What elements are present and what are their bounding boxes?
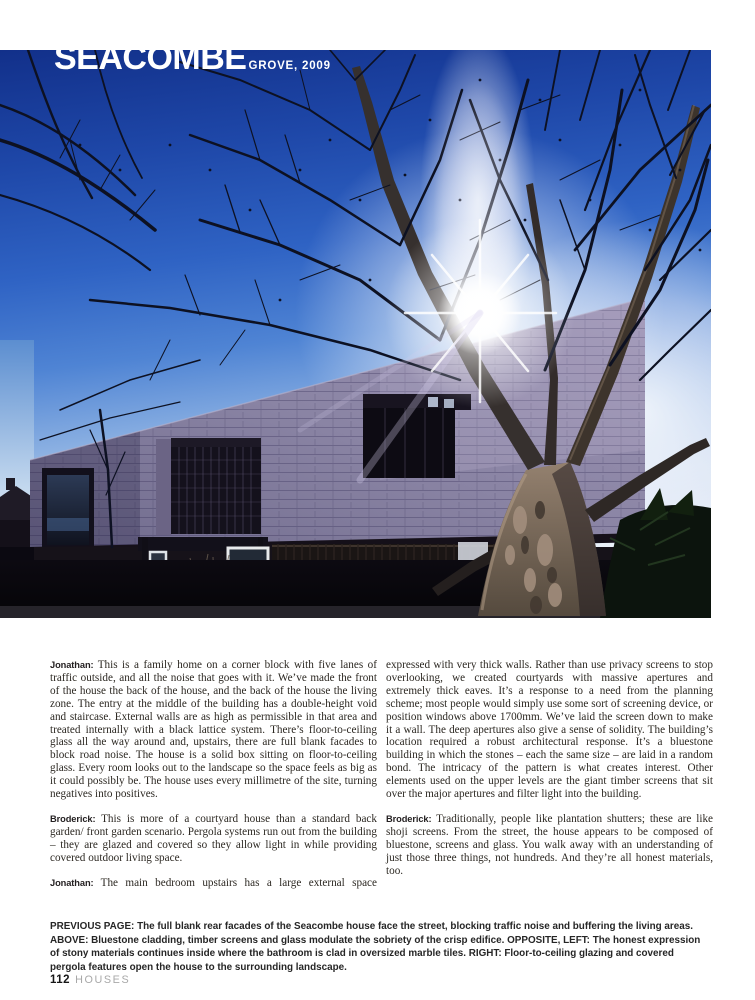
left-window (42, 468, 94, 550)
house-photo-illustration (0, 50, 711, 618)
article-masthead (54, 39, 331, 77)
speaker-label: Broderick: (50, 813, 102, 824)
house-photograph (0, 50, 711, 618)
magazine-name: HOUSES (75, 974, 131, 986)
page-subtitle: GROVE, 2009 (248, 60, 331, 72)
speaker-label: Jonathan: (50, 877, 101, 888)
page-title: SEACOMBE (54, 39, 247, 77)
article-paragraph: Jonathan: The main bedroom upstairs has a large external space (50, 876, 377, 889)
caption-label: RIGHT: (465, 948, 505, 960)
article-paragraph: Broderick: This is more of a courtyard house than a standard back garden/ front garden scenario. Pergola systems run out from the building – they are glazed and covered so they allow light in while providing covered outdoor living space. (50, 812, 377, 864)
caption-label: PREVIOUS PAGE: (50, 921, 138, 932)
sky-left-wedge (0, 340, 34, 510)
speaker-label: Broderick: (386, 813, 437, 824)
page-folio (50, 974, 130, 986)
article-paragraph: expressed with very thick walls. Rather than use privacy screens to stop overlooking, we created courtyards with massive apertures and extremely thick eaves. It’s a response to a need from the planning scheme; most people would simply use some sort of screening device, or position windows above 1700mm. We’ve laid the screen down to make it a wall. The deep apertures also give a sense of solidity. The building’s location required a robust architectural response. It’s a bluestone building in which the stones – each the same size – are laid in a random bond. The intricacy of the pattern is what creates interest. Other elements used on the upper levels are the giant timber screens that sit over the major apertures and filter light into the building. (386, 659, 713, 801)
article-column-left (50, 659, 377, 902)
timber-screen-panel (156, 438, 261, 535)
article-columns (50, 659, 713, 902)
page-number: 112 (50, 974, 71, 986)
caption-label: ABOVE: (50, 934, 92, 946)
article-paragraph: Jonathan: This is a family home on a corner block with five lanes of traffic outside, and all the noise that goes with it. We’ve made the front of the house the back of the house, and the back of the house the living zone. The entry at the middle of the building has a double-height void and staircase. External walls are as high as permissible in that area and treated internally with a black lattice system. There’s floor-to-ceiling glass all the way around and, upstairs, there are full blank facades to block road noise. The house is a solid box sitting on floor-to-ceiling glass. Every room looks out to the landscape so the space feels as big as it could possibly be. The house uses every millimetre of the site, turning negatives into positives. (50, 659, 377, 801)
article-column-right (386, 659, 713, 902)
caption-label: OPPOSITE, LEFT: (504, 934, 593, 946)
photo-caption: PREVIOUS PAGE: The full blank rear facades of the Seacombe house face the street, blocking traffic noise and buffering the living areas. ABOVE: Bluestone cladding, timber screens and glass modulate the sobriety of the crisp edifice. OPPOSITE, LEFT: The honest expression of stony materials continues inside where the bathroom is clad in oversized marble tiles. RIGHT: Floor-to-ceiling glazing and covered pergola features open the house to the surrounding landscape. (50, 921, 701, 973)
speaker-label: Jonathan: (50, 660, 98, 670)
article-paragraph: Broderick: Traditionally, people like plantation shutters; these are like shoji screens. From the street, the house appears to be composed of bluestone, screens and glass. You walk away with an understanding of just those three things, not hundreds. And they’re all honest materials, too. (386, 812, 714, 877)
